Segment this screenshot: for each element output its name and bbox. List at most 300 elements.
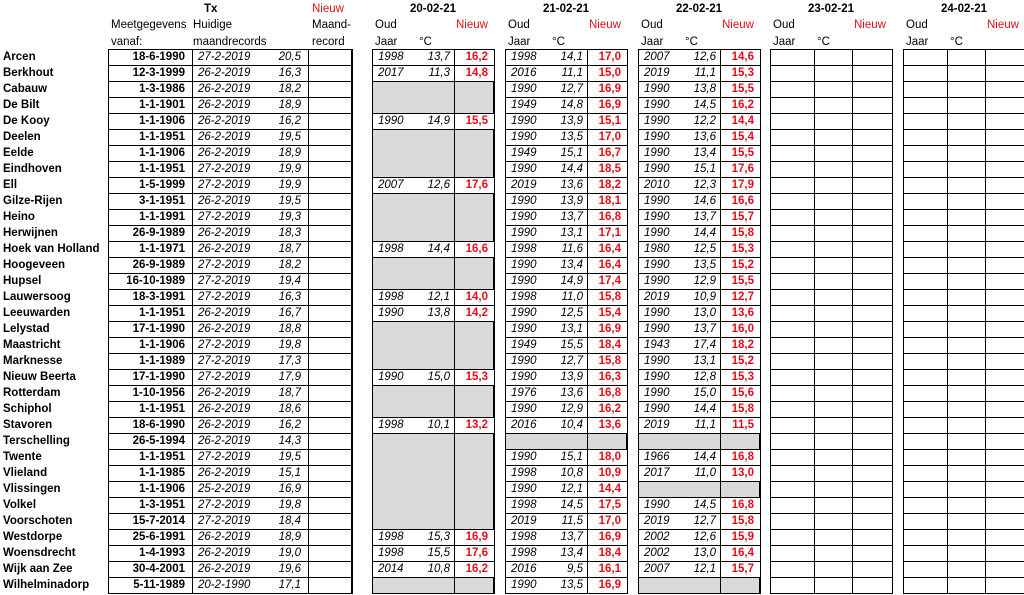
grid-line xyxy=(770,385,893,386)
record-value: 16,9 xyxy=(278,483,301,495)
new-temp: 17,0 xyxy=(598,131,621,143)
record-date: 27-2-2019 xyxy=(198,179,251,191)
no-data-block xyxy=(372,193,494,242)
grid-line xyxy=(505,113,628,114)
record-date: 26-2-2019 xyxy=(198,307,251,319)
record-value: 16,2 xyxy=(278,115,301,127)
new-temp: 16,4 xyxy=(598,259,621,271)
station-name: Deelen xyxy=(3,131,41,143)
old-temp: 11,1 xyxy=(561,67,583,79)
old-year: 1990 xyxy=(644,163,670,175)
old-temp: 14,5 xyxy=(693,99,716,111)
old-year: 1990 xyxy=(644,259,670,271)
old-temp: 14,9 xyxy=(427,115,450,127)
grid-line xyxy=(903,497,1024,498)
grid-line xyxy=(505,417,628,418)
grid-line xyxy=(638,577,761,578)
grid-line xyxy=(638,81,761,82)
record-value: 18,7 xyxy=(278,387,301,399)
record-value: 15,1 xyxy=(278,467,301,479)
record-date: 25-2-2019 xyxy=(198,483,251,495)
station-name: Hoogeveen xyxy=(3,259,65,271)
new-temp: 15,6 xyxy=(731,387,754,399)
station-name: Marknesse xyxy=(3,355,63,367)
old-temp: 13,7 xyxy=(560,211,583,223)
record-date: 27-2-2019 xyxy=(198,163,251,175)
old-temp: 14,5 xyxy=(560,499,583,511)
station-name: De Kooy xyxy=(3,115,50,127)
new-temp: 13,6 xyxy=(598,419,621,431)
record-value: 19,5 xyxy=(278,195,301,207)
grid-line xyxy=(108,257,352,258)
old-year: 2019 xyxy=(644,67,670,79)
grid-line xyxy=(770,129,893,130)
header-nieuw: Nieuw xyxy=(987,19,1019,31)
old-year: 1990 xyxy=(511,355,537,367)
grid-line xyxy=(108,65,352,66)
new-temp: 14,2 xyxy=(465,307,488,319)
station-name: Vlieland xyxy=(3,467,48,479)
new-temp: 17,9 xyxy=(731,179,754,191)
new-temp: 17,6 xyxy=(731,163,754,175)
old-year: 1980 xyxy=(644,243,670,255)
new-temp: 15,1 xyxy=(598,115,621,127)
old-year: 2007 xyxy=(644,51,670,63)
old-temp: 15,5 xyxy=(427,547,450,559)
station-name: Maastricht xyxy=(3,339,61,351)
old-year: 1990 xyxy=(511,227,537,239)
grid-line xyxy=(770,593,893,594)
new-temp: 15,8 xyxy=(731,515,754,527)
new-temp: 16,6 xyxy=(731,195,754,207)
old-year: 1998 xyxy=(378,547,404,559)
old-year: 1976 xyxy=(511,387,537,399)
grid-line xyxy=(770,305,893,306)
grid-line xyxy=(372,417,495,418)
measure-since: 26-9-1989 xyxy=(132,259,185,271)
measure-since: 1-1-1989 xyxy=(138,355,185,367)
measure-since: 26-5-1994 xyxy=(132,435,185,447)
new-temp: 10,9 xyxy=(598,467,621,479)
record-value: 19,5 xyxy=(278,131,301,143)
new-temp: 13,2 xyxy=(465,419,488,431)
grid-line xyxy=(372,545,495,546)
record-value: 19,9 xyxy=(278,179,301,191)
old-temp: 10,1 xyxy=(427,419,450,431)
old-year: 2007 xyxy=(644,563,670,575)
measure-since: 1-5-1999 xyxy=(138,179,185,191)
new-temp: 14,6 xyxy=(731,51,754,63)
grid-line xyxy=(372,113,495,114)
grid-line xyxy=(505,65,628,66)
old-temp: 13,0 xyxy=(693,307,716,319)
grid-line xyxy=(770,113,893,114)
measure-since: 16-10-1989 xyxy=(126,275,185,287)
header-oud: Oud xyxy=(375,19,397,31)
grid-line xyxy=(770,417,893,418)
old-temp: 11,6 xyxy=(561,243,583,255)
measure-since: 1-1-1951 xyxy=(138,131,185,143)
record-value: 18,2 xyxy=(278,83,301,95)
old-year: 1990 xyxy=(644,403,670,415)
grid-line xyxy=(108,129,352,130)
header-degc: °C xyxy=(950,36,963,48)
old-temp: 13,9 xyxy=(560,371,583,383)
grid-line xyxy=(638,545,761,546)
old-temp: 13,7 xyxy=(427,51,450,63)
new-temp: 15,5 xyxy=(731,275,754,287)
record-value: 19,8 xyxy=(278,499,301,511)
grid-line xyxy=(372,129,495,130)
grid-line xyxy=(505,225,628,226)
grid-line xyxy=(638,321,761,322)
old-year: 1990 xyxy=(644,131,670,143)
grid-line xyxy=(638,417,761,418)
station-name: Eindhoven xyxy=(3,163,62,175)
old-year: 2016 xyxy=(511,67,537,79)
old-temp: 13,5 xyxy=(560,579,583,591)
old-year: 1990 xyxy=(644,147,670,159)
grid-line xyxy=(903,209,1024,210)
header-record: record xyxy=(312,36,345,48)
old-temp: 13,4 xyxy=(693,147,716,159)
old-temp: 11,3 xyxy=(428,67,450,79)
grid-line xyxy=(108,449,352,450)
grid-line xyxy=(505,593,628,594)
old-temp: 14,4 xyxy=(427,243,450,255)
old-year: 1966 xyxy=(644,451,670,463)
record-date: 27-2-2019 xyxy=(198,451,251,463)
grid-line xyxy=(770,161,893,162)
header-huidige: Huidige xyxy=(193,19,232,31)
old-year: 2016 xyxy=(511,419,537,431)
grid-line xyxy=(638,209,761,210)
old-year: 1998 xyxy=(378,51,404,63)
grid-line xyxy=(770,193,893,194)
grid-line xyxy=(638,161,761,162)
new-temp: 16,2 xyxy=(731,99,754,111)
header-degc: °C xyxy=(419,36,432,48)
new-temp: 16,4 xyxy=(598,243,621,255)
old-year: 1998 xyxy=(511,547,537,559)
station-name: Twente xyxy=(3,451,42,463)
new-temp: 16,0 xyxy=(731,323,754,335)
grid-line xyxy=(505,81,628,82)
grid-line xyxy=(372,577,495,578)
grid-line xyxy=(372,49,495,50)
grid-line xyxy=(638,289,761,290)
station-name: Lelystad xyxy=(3,323,50,335)
record-date: 26-2-2019 xyxy=(198,387,251,399)
grid-line xyxy=(505,545,628,546)
old-temp: 13,4 xyxy=(560,259,583,271)
old-year: 1990 xyxy=(644,355,670,367)
new-temp: 16,9 xyxy=(598,323,621,335)
record-date: 26-2-2019 xyxy=(198,99,251,111)
grid-line xyxy=(505,289,628,290)
grid-line xyxy=(505,49,628,50)
old-temp: 13,0 xyxy=(693,547,716,559)
new-temp: 15,3 xyxy=(731,371,754,383)
grid-line xyxy=(108,561,352,562)
grid-line xyxy=(903,337,1024,338)
station-name: Ell xyxy=(3,179,18,191)
header-jaar: Jaar xyxy=(508,36,531,48)
grid-line xyxy=(903,161,1024,162)
record-date: 27-2-2019 xyxy=(198,51,251,63)
new-temp: 17,1 xyxy=(598,227,621,239)
grid-line xyxy=(903,129,1024,130)
measure-since: 1-1-1906 xyxy=(138,339,185,351)
measure-since: 1-1-1906 xyxy=(138,115,185,127)
new-temp: 14,0 xyxy=(465,291,488,303)
new-temp: 17,0 xyxy=(598,515,621,527)
grid-line xyxy=(108,497,352,498)
record-value: 19,8 xyxy=(278,339,301,351)
measure-since: 15-7-2014 xyxy=(132,515,185,527)
no-data-block xyxy=(638,433,760,450)
new-temp: 15,5 xyxy=(731,83,754,95)
grid-line xyxy=(638,193,761,194)
grid-line xyxy=(372,65,495,66)
station-name: De Bilt xyxy=(3,99,40,111)
grid-line xyxy=(108,97,352,98)
record-value: 19,4 xyxy=(278,275,301,287)
grid-line xyxy=(638,561,761,562)
grid-line xyxy=(903,401,1024,402)
record-value: 18,8 xyxy=(278,323,301,335)
old-temp: 14,9 xyxy=(560,275,583,287)
grid-line xyxy=(770,401,893,402)
date-header: 24-02-21 xyxy=(940,3,988,15)
grid-line xyxy=(352,49,353,594)
old-temp: 12,6 xyxy=(693,531,716,543)
grid-line xyxy=(770,561,893,562)
no-data-block xyxy=(372,577,494,594)
old-temp: 10,4 xyxy=(560,419,583,431)
grid-line xyxy=(770,225,893,226)
grid-line xyxy=(903,49,1024,50)
measure-since: 30-4-2001 xyxy=(132,563,185,575)
grid-line xyxy=(108,209,352,210)
new-temp: 16,9 xyxy=(598,99,621,111)
record-date: 27-2-2019 xyxy=(198,291,251,303)
station-name: Wijk aan Zee xyxy=(3,563,73,575)
header-jaar: Jaar xyxy=(375,36,398,48)
grid-line xyxy=(372,305,495,306)
grid-line xyxy=(903,513,1024,514)
old-year: 1949 xyxy=(511,339,537,351)
new-temp: 16,4 xyxy=(731,547,754,559)
old-temp: 12,1 xyxy=(560,483,583,495)
no-data-block xyxy=(372,257,494,290)
old-temp: 15,0 xyxy=(693,387,716,399)
new-temp: 18,4 xyxy=(598,547,621,559)
grid-line xyxy=(903,593,1024,594)
new-temp: 16,8 xyxy=(731,451,754,463)
header-vanaf: vanaf: xyxy=(111,36,143,48)
new-temp: 15,4 xyxy=(731,131,754,143)
measure-since: 1-3-1986 xyxy=(138,83,185,95)
record-value: 19,9 xyxy=(278,163,301,175)
old-temp: 13,1 xyxy=(693,355,716,367)
grid-line xyxy=(505,305,628,306)
grid-line xyxy=(903,145,1024,146)
grid-line xyxy=(770,289,893,290)
grid-line xyxy=(372,433,495,434)
measure-since: 1-1-1951 xyxy=(138,451,185,463)
new-temp: 16,1 xyxy=(598,563,621,575)
station-name: Heino xyxy=(3,211,35,223)
grid-line xyxy=(903,65,1024,66)
grid-line xyxy=(372,241,495,242)
old-temp: 13,6 xyxy=(560,387,583,399)
old-year: 1998 xyxy=(378,243,404,255)
date-header: 22-02-21 xyxy=(675,3,723,15)
grid-line xyxy=(505,497,628,498)
measure-since: 3-1-1951 xyxy=(138,195,185,207)
header-oud: Oud xyxy=(773,19,795,31)
station-name: Leeuwarden xyxy=(3,307,71,319)
grid-line xyxy=(372,561,495,562)
old-temp: 13,7 xyxy=(693,211,716,223)
header-nieuw: Nieuw xyxy=(456,19,488,31)
grid-line xyxy=(770,337,893,338)
grid-line xyxy=(770,481,893,482)
old-year: 2007 xyxy=(378,179,404,191)
old-temp: 13,4 xyxy=(560,547,583,559)
grid-line xyxy=(505,257,628,258)
new-temp: 18,2 xyxy=(598,179,621,191)
grid-line xyxy=(770,353,893,354)
no-data-block xyxy=(638,577,760,594)
old-temp: 15,5 xyxy=(560,339,583,351)
record-value: 17,1 xyxy=(278,579,301,591)
old-year: 1990 xyxy=(511,131,537,143)
old-temp: 13,9 xyxy=(560,195,583,207)
grid-line xyxy=(903,257,1024,258)
date-header: 23-02-21 xyxy=(807,3,855,15)
station-name: Gilze-Rijen xyxy=(3,195,63,207)
new-temp: 15,8 xyxy=(598,355,621,367)
grid-line xyxy=(638,97,761,98)
old-year: 1990 xyxy=(644,99,670,111)
old-temp: 13,8 xyxy=(693,83,716,95)
station-name: Vlissingen xyxy=(3,483,61,495)
record-date: 27-2-2019 xyxy=(198,515,251,527)
record-value: 16,3 xyxy=(278,67,301,79)
measure-since: 17-1-1990 xyxy=(132,323,185,335)
header-jaar: Jaar xyxy=(773,36,796,48)
grid-line xyxy=(903,481,1024,482)
grid-line xyxy=(903,273,1024,274)
new-temp: 16,9 xyxy=(598,83,621,95)
grid-line xyxy=(770,529,893,530)
no-data-block xyxy=(372,81,494,114)
measure-since: 25-6-1991 xyxy=(132,531,185,543)
old-year: 2002 xyxy=(644,547,670,559)
old-year: 1998 xyxy=(511,467,537,479)
record-date: 26-2-2019 xyxy=(198,403,251,415)
record-value: 18,9 xyxy=(278,147,301,159)
record-value: 16,2 xyxy=(278,419,301,431)
measure-since: 12-3-1999 xyxy=(132,67,185,79)
grid-line xyxy=(770,241,893,242)
grid-line xyxy=(108,161,352,162)
grid-line xyxy=(372,289,495,290)
date-header: 20-02-21 xyxy=(409,3,457,15)
grid-line xyxy=(505,145,628,146)
old-temp: 15,1 xyxy=(560,147,583,159)
old-temp: 12,5 xyxy=(560,307,583,319)
grid-line xyxy=(903,369,1024,370)
old-temp: 13,8 xyxy=(427,307,450,319)
old-temp: 13,5 xyxy=(560,131,583,143)
record-date: 26-2-2019 xyxy=(198,83,251,95)
old-temp: 15,3 xyxy=(427,531,450,543)
new-temp: 17,0 xyxy=(598,51,621,63)
grid-line xyxy=(505,209,628,210)
old-temp: 14,4 xyxy=(693,403,716,415)
measure-since: 1-1-1971 xyxy=(138,243,185,255)
old-year: 1990 xyxy=(511,323,537,335)
new-temp: 11,5 xyxy=(732,419,754,431)
old-temp: 13,1 xyxy=(560,323,583,335)
grid-line xyxy=(505,481,628,482)
grid-line xyxy=(770,97,893,98)
old-temp: 12,3 xyxy=(693,179,716,191)
grid-line xyxy=(108,545,352,546)
station-name: Schiphol xyxy=(3,403,52,415)
new-temp: 15,5 xyxy=(731,147,754,159)
grid-line xyxy=(770,65,893,66)
new-temp: 16,9 xyxy=(465,531,488,543)
grid-line xyxy=(505,193,628,194)
grid-line xyxy=(108,145,352,146)
grid-line xyxy=(505,433,628,434)
grid-line xyxy=(108,113,352,114)
record-date: 27-2-2019 xyxy=(198,499,251,511)
new-temp: 13,0 xyxy=(731,467,754,479)
grid-line xyxy=(372,321,495,322)
new-temp: 15,7 xyxy=(731,211,754,223)
header-degc: °C xyxy=(552,36,565,48)
old-temp: 12,6 xyxy=(693,51,716,63)
header-nieuw: Nieuw xyxy=(722,19,754,31)
record-value: 18,7 xyxy=(278,243,301,255)
record-value: 20,5 xyxy=(278,51,301,63)
grid-line xyxy=(770,369,893,370)
grid-line xyxy=(903,449,1024,450)
new-temp: 18,4 xyxy=(598,339,621,351)
record-date: 26-2-2019 xyxy=(198,115,251,127)
old-temp: 12,2 xyxy=(693,115,716,127)
old-temp: 10,8 xyxy=(560,467,583,479)
old-year: 1990 xyxy=(644,195,670,207)
new-temp: 17,4 xyxy=(598,275,621,287)
old-year: 1990 xyxy=(644,83,670,95)
old-year: 2017 xyxy=(644,467,670,479)
old-year: 2014 xyxy=(378,563,404,575)
record-value: 16,3 xyxy=(278,291,301,303)
old-year: 1990 xyxy=(511,403,537,415)
new-temp: 12,7 xyxy=(731,291,754,303)
grid-line xyxy=(505,385,628,386)
grid-line xyxy=(638,177,761,178)
grid-line xyxy=(505,529,628,530)
old-temp: 12,9 xyxy=(560,403,583,415)
new-temp: 18,5 xyxy=(598,163,621,175)
